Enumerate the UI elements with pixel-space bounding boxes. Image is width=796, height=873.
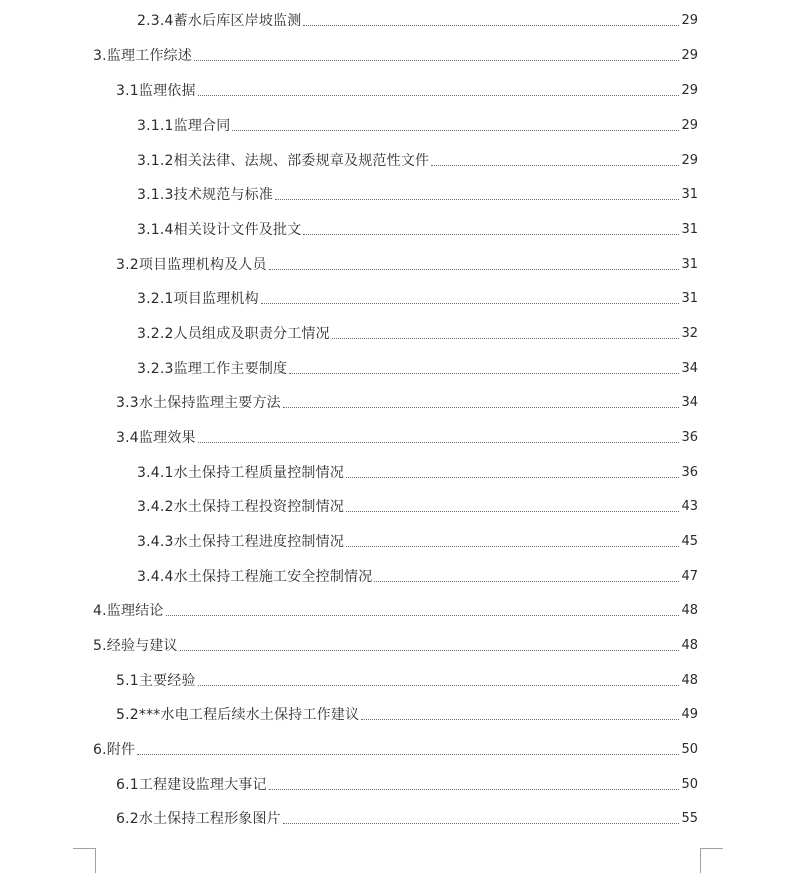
toc-entry-label: 5.2***水电工程后续水土保持工作建议 — [116, 707, 360, 723]
toc-entry-label: 3.4.3水土保持工程进度控制情况 — [137, 534, 345, 550]
toc-dot-leader — [283, 407, 680, 408]
toc-entry-label: 6.2水土保持工程形象图片 — [116, 811, 281, 827]
toc-entry-3-4-3[interactable] — [137, 531, 698, 551]
toc-dot-leader — [346, 546, 679, 547]
toc-entry-label: 3.2.3监理工作主要制度 — [137, 361, 288, 377]
toc-entry-label: 2.3.4蓄水后库区岸坡监测 — [137, 13, 302, 29]
toc-dot-leader — [198, 95, 680, 96]
toc-entry-label: 3.2.1项目监理机构 — [137, 291, 259, 307]
toc-dot-leader — [332, 338, 680, 339]
toc-dot-leader — [198, 685, 680, 686]
toc-page-number: 29 — [681, 153, 698, 168]
toc-dot-leader — [275, 199, 679, 200]
toc-dot-leader — [303, 25, 679, 26]
toc-entry-3-1-2[interactable] — [137, 150, 698, 170]
toc-dot-leader — [180, 650, 680, 651]
toc-page-number: 50 — [681, 742, 698, 757]
toc-page-number: 31 — [681, 291, 698, 306]
toc-entry-label: 6.附件 — [93, 742, 136, 758]
toc-entry-label: 3.1.2相关法律、法规、部委规章及规范性文件 — [137, 153, 430, 169]
toc-entry-3-4[interactable] — [116, 427, 698, 447]
toc-entry-3-2-2[interactable] — [137, 323, 698, 343]
toc-page-number: 49 — [681, 707, 698, 722]
toc-page-number: 31 — [681, 257, 698, 272]
toc-dot-leader — [232, 130, 679, 131]
toc-dot-leader — [137, 754, 679, 755]
toc-entry-label: 3.4.4水土保持工程施工安全控制情况 — [137, 569, 373, 585]
toc-page-number: 36 — [681, 430, 698, 445]
toc-page-number: 45 — [681, 534, 698, 549]
toc-entry-3-3[interactable] — [116, 392, 698, 412]
toc-dot-leader — [166, 615, 680, 616]
toc-entry-5[interactable] — [93, 635, 698, 655]
toc-page-number: 55 — [681, 811, 698, 826]
toc-page-number: 34 — [681, 361, 698, 376]
toc-entry-3-4-2[interactable] — [137, 496, 698, 516]
toc-entry-label: 3.1.4相关设计文件及批文 — [137, 222, 302, 238]
toc-entry-3-2-3[interactable] — [137, 358, 698, 378]
toc-entry-6-2[interactable] — [116, 808, 698, 828]
toc-dot-leader — [198, 442, 680, 443]
toc-entry-3-1-3[interactable] — [137, 184, 698, 204]
toc-dot-leader — [431, 165, 679, 166]
toc-entry-4[interactable] — [93, 600, 698, 620]
toc-entry-3-1-4[interactable] — [137, 219, 698, 239]
toc-entry-3-1[interactable] — [116, 80, 698, 100]
toc-page-number: 29 — [681, 83, 698, 98]
toc-dot-leader — [269, 789, 680, 790]
toc-page-number: 32 — [681, 326, 698, 341]
toc-page-number: 43 — [681, 499, 698, 514]
toc-entry-label: 3.4.1水土保持工程质量控制情况 — [137, 465, 345, 481]
toc-entry-3-1-1[interactable] — [137, 115, 698, 135]
toc-page-number: 31 — [681, 187, 698, 202]
toc-entry-label: 5.经验与建议 — [93, 638, 178, 654]
toc-page-number: 34 — [681, 395, 698, 410]
toc-entry-label: 3.4监理效果 — [116, 430, 196, 446]
toc-page-number: 47 — [681, 569, 698, 584]
toc-dot-leader — [289, 373, 679, 374]
toc-page-number: 48 — [681, 603, 698, 618]
toc-entry-label: 5.1主要经验 — [116, 673, 196, 689]
toc-entry-label: 6.1工程建设监理大事记 — [116, 777, 267, 793]
page-corner-mark-right — [700, 848, 723, 873]
toc-entry-label: 3.1.1监理合同 — [137, 118, 231, 134]
toc-dot-leader — [361, 719, 679, 720]
toc-page-number: 29 — [681, 48, 698, 63]
toc-entry-label: 3.1监理依据 — [116, 83, 196, 99]
toc-entry-3-2[interactable] — [116, 254, 698, 274]
toc-entry-label: 3.3水土保持监理主要方法 — [116, 395, 281, 411]
toc-entry-label: 3.4.2水土保持工程投资控制情况 — [137, 499, 345, 515]
toc-dot-leader — [269, 269, 680, 270]
toc-entry-label: 3.监理工作综述 — [93, 48, 192, 64]
toc-page-number: 36 — [681, 465, 698, 480]
toc-entry-3-2-1[interactable] — [137, 288, 698, 308]
toc-entry-5-2[interactable] — [116, 704, 698, 724]
toc-entry-label: 3.2项目监理机构及人员 — [116, 257, 267, 273]
toc-dot-leader — [261, 303, 680, 304]
toc-entry-3[interactable] — [93, 45, 698, 65]
toc-entry-3-4-1[interactable] — [137, 462, 698, 482]
toc-page-number: 50 — [681, 777, 698, 792]
toc-dot-leader — [346, 477, 679, 478]
toc-dot-leader — [194, 60, 679, 61]
toc-entry-label: 4.监理结论 — [93, 603, 164, 619]
toc-entry-5-1[interactable] — [116, 670, 698, 690]
toc-page-number: 48 — [681, 673, 698, 688]
toc-page-number: 29 — [681, 13, 698, 28]
toc-dot-leader — [283, 823, 680, 824]
toc-page-number: 29 — [681, 118, 698, 133]
toc-dot-leader — [374, 581, 679, 582]
toc-page-number: 31 — [681, 222, 698, 237]
toc-entry-6[interactable] — [93, 739, 698, 759]
toc-entry-label: 3.2.2人员组成及职责分工情况 — [137, 326, 330, 342]
toc-page-number: 48 — [681, 638, 698, 653]
page-corner-mark-left — [73, 848, 96, 873]
toc-entry-3-4-4[interactable] — [137, 566, 698, 586]
toc-entry-2-3-4[interactable] — [137, 10, 698, 30]
toc-entry-label: 3.1.3技术规范与标准 — [137, 187, 274, 203]
toc-entry-6-1[interactable] — [116, 774, 698, 794]
toc-dot-leader — [303, 234, 679, 235]
toc-dot-leader — [346, 511, 679, 512]
